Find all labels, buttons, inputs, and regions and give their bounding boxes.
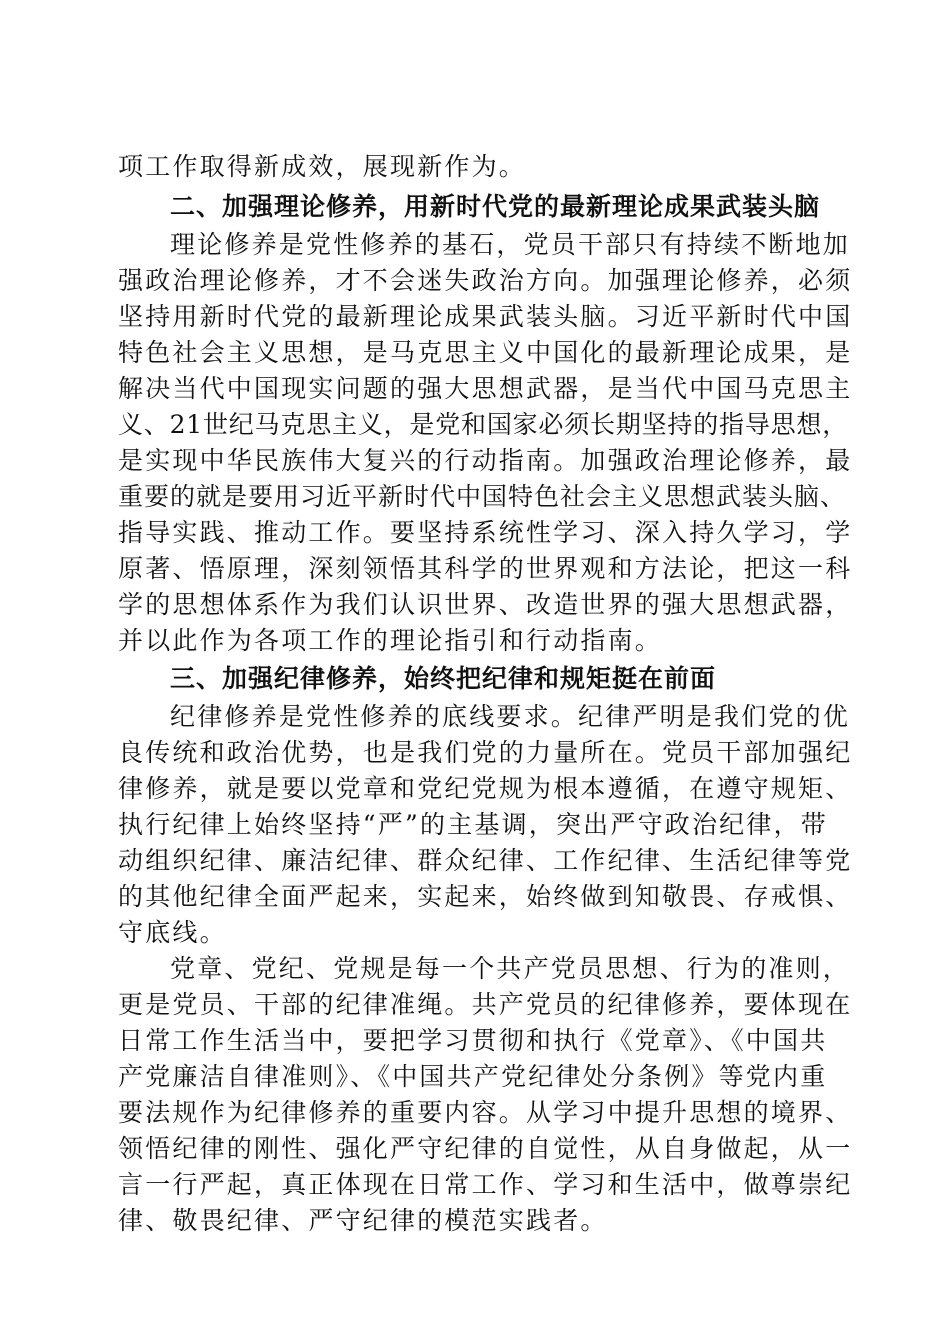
body-line: 原著、悟原理，深刻领悟其科学的世界观和方法论，把这一科 — [118, 554, 853, 583]
body-line: 律、敬畏纪律、严守纪律的模范实践者。 — [118, 1206, 608, 1235]
body-line: 坚持用新时代党的最新理论成果武装头脑。习近平新时代中国 — [118, 302, 853, 331]
body-line: 守底线。 — [118, 918, 227, 947]
section-heading-2: 二、加强理论修养，用新时代党的最新理论成果武装头脑 — [170, 192, 821, 221]
body-line: 义、21世纪马克思主义，是党和国家必须长期坚持的指导思想， — [118, 410, 849, 439]
paragraph-first-line: 理论修养是党性修养的基石，党员干部只有持续不断地加 — [170, 230, 851, 259]
paragraph-first-line: 党章、党纪、党规是每一个共产党员思想、行为的准则， — [170, 954, 851, 983]
body-line: 执行纪律上始终坚持“严”的主基调，突出严守政治纪律，带 — [118, 810, 828, 839]
body-line: 特色社会主义思想，是马克思主义中国化的最新理论成果，是 — [118, 338, 853, 367]
body-line: 要法规作为纪律修养的重要内容。从学习中提升思想的境界、 — [118, 1098, 853, 1127]
body-line: 重要的就是要用习近平新时代中国特色社会主义思想武装头脑、 — [118, 482, 847, 511]
body-line: 解决当代中国现实问题的强大思想武器，是当代中国马克思主 — [118, 374, 853, 403]
body-line: 良传统和政治优势，也是我们党的力量所在。党员干部加强纪 — [118, 738, 853, 767]
body-line: 指导实践、推动工作。要坚持系统性学习、深入持久学习，学 — [118, 518, 853, 547]
paragraph-first-line: 纪律修养是党性修养的底线要求。纪律严明是我们党的优 — [170, 702, 851, 731]
body-line: 的其他纪律全面严起来，实起来，始终做到知敬畏、存戒惧、 — [118, 882, 853, 911]
section-heading-3: 三、加强纪律修养，始终把纪律和规矩挺在前面 — [170, 664, 717, 693]
body-line: 言一行严起，真正体现在日常工作、学习和生活中，做尊崇纪 — [118, 1170, 853, 1199]
body-line: 更是党员、干部的纪律准绳。共产党员的纪律修养，要体现在 — [118, 990, 853, 1019]
body-line: 项工作取得新成效，展现新作为。 — [118, 152, 527, 181]
body-line: 产党廉洁自律准则》、《中国共产党纪律处分条例》等党内重 — [118, 1062, 828, 1091]
body-line: 领悟纪律的刚性、强化严守纪律的自觉性，从自身做起，从一 — [118, 1134, 853, 1163]
body-line: 强政治理论修养，才不会迷失政治方向。加强理论修养，必须 — [118, 266, 853, 295]
body-line: 是实现中华民族伟大复兴的行动指南。加强政治理论修养，最 — [118, 446, 853, 475]
body-line: 学的思想体系作为我们认识世界、改造世界的强大思想武器， — [118, 590, 853, 619]
body-line: 并以此作为各项工作的理论指引和行动指南。 — [118, 626, 663, 655]
body-line: 日常工作生活当中，要把学习贯彻和执行《党章》、《中国共 — [118, 1026, 828, 1055]
body-line: 动组织纪律、廉洁纪律、群众纪律、工作纪律、生活纪律等党 — [118, 846, 853, 875]
body-line: 律修养，就是要以党章和党纪党规为根本遵循，在遵守规矩、 — [118, 774, 853, 803]
